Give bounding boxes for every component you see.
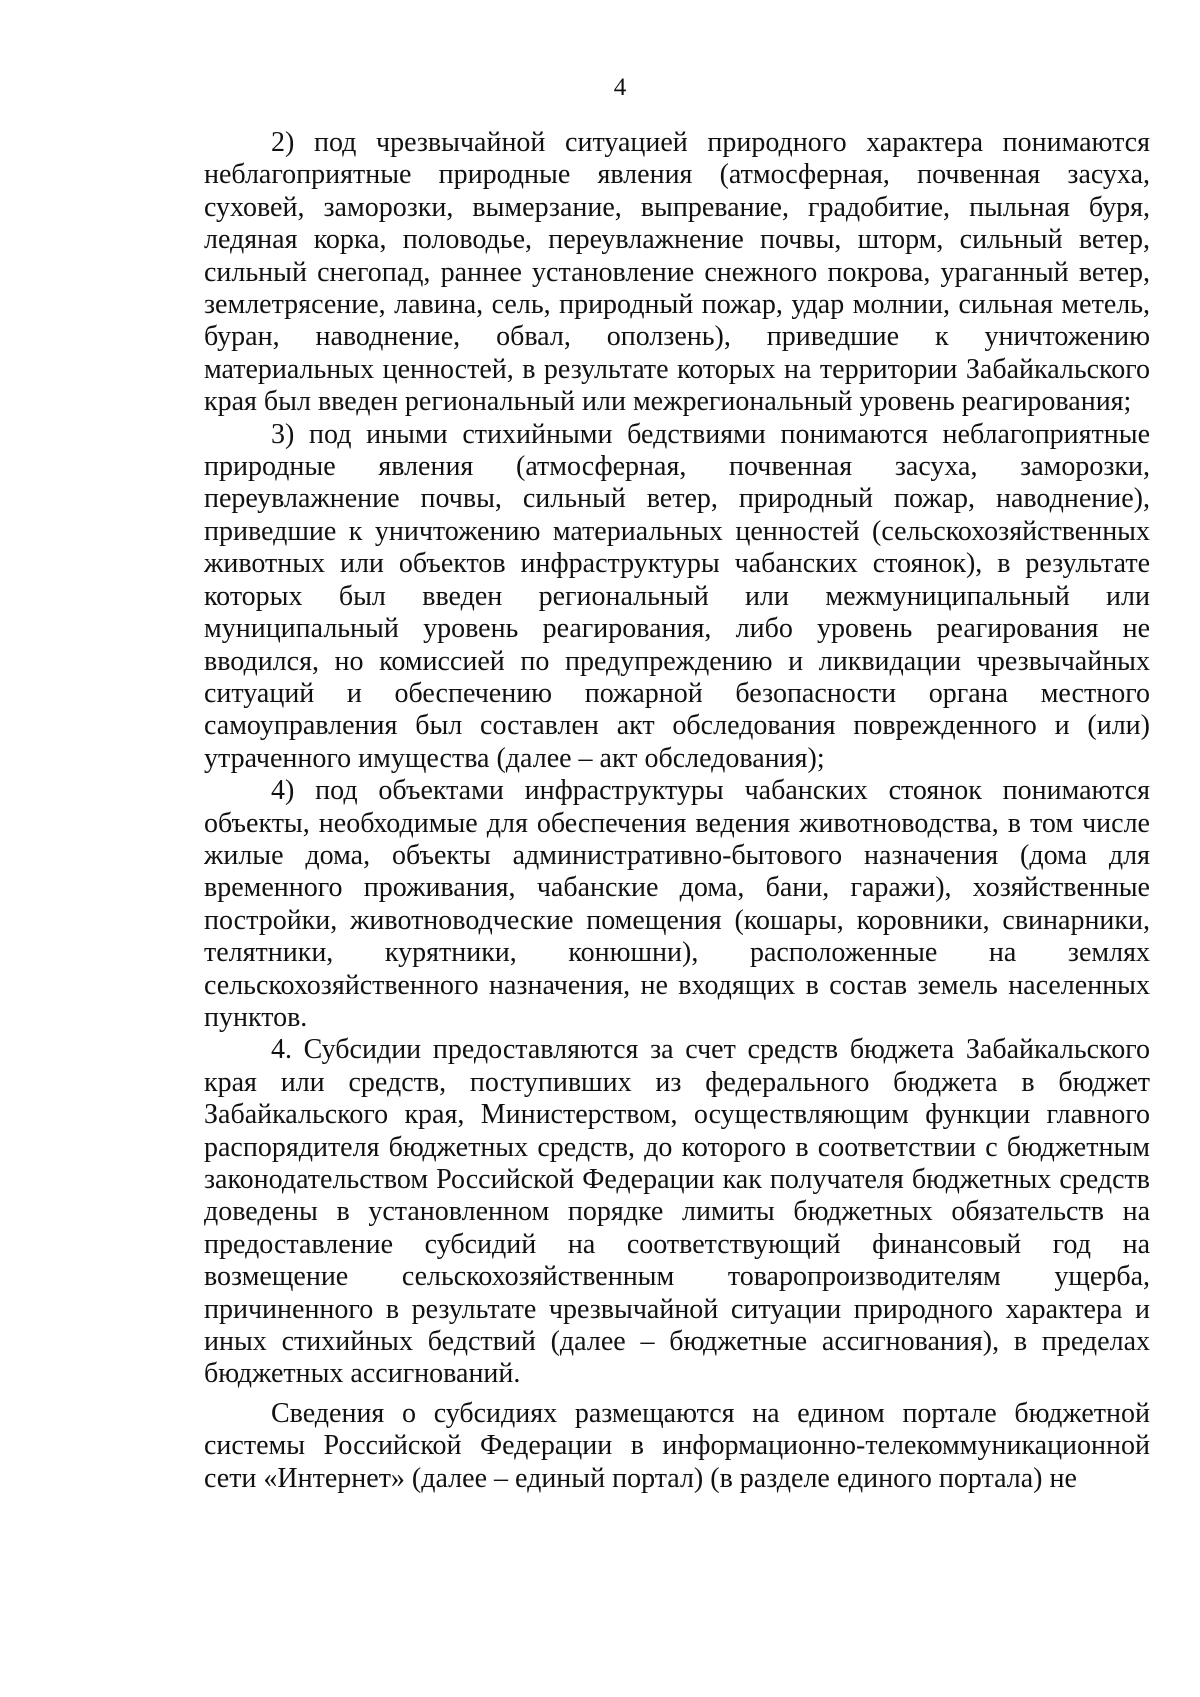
paragraph-subsidy-funding: 4. Субсидии предоставляются за счет средств бюджета Забайкальского края или средств, поступивших из федерального бюджета в бюджет Забайкальского края, Министерством, осуществляющим функции главного распорядителя бюджетных средств, до которого в соответствии с бюджетным законодательством Российской Федерации как получателя бюджетных средств доведены в установленном порядке лимиты бюджетных обязательств на предоставление субсидий на соответствующий финансовый год на возмещение сельскохозяйственным товаропроизводителям ущерба, причиненного в результате чрезвычайной ситуации природного характера и иных стихийных бедствий (далее – бюджетные ассигнования), в пределах бюджетных ассигнований. <box>204 1034 1150 1390</box>
paragraph-infrastructure-objects: 4) под объектами инфраструктуры чабанских стоянок понимаются объекты, необходимые для обеспечения ведения животноводства, в том числе жилые дома, объекты административно-бытового назначения (дома для временного проживания, чабанские дома, бани, гаражи), хозяйственные постройки, животноводческие помещения (кошары, коровники, свинарники, телятники, курятники, конюшни), расположенные на землях сельскохозяйственного назначения, не входящих в состав земель населенных пунктов. <box>204 775 1150 1033</box>
paragraph-natural-emergency: 2) под чрезвычайной ситуацией природного характера понимаются неблагоприятные природные явления (атмосферная, почвенная засуха, суховей, заморозки, вымерзание, выпревание, градобитие, пыльная буря, ледяная корка, половодье, переувлажнение почвы, шторм, сильный ветер, сильный снегопад, раннее установление снежного покрова, ураганный ветер, землетрясение, лавина, сель, природный пожар, удар молнии, сильная метель, буран, наводнение, обвал, оползень), приведшие к уничтожению материальных ценностей, в результате которых на территории Забайкальского края был введен региональный или межрегиональный уровень реагирования; <box>204 127 1150 418</box>
page-number: 4 <box>613 74 627 101</box>
paragraph-other-disasters: 3) под иными стихийными бедствиями понимаются неблагоприятные природные явления (атмосферная, почвенная засуха, заморозки, переувлажнение почвы, сильный ветер, природный пожар, наводнение), приведшие к уничтожению материальных ценностей (сельскохозяйственных животных или объектов инфраструктуры чабанских стоянок), в результате которых был введен региональный или межмуниципальный или муниципальный уровень реагирования, либо уровень реагирования не вводился, но комиссией по предупреждению и ликвидации чрезвычайных ситуаций и обеспечению пожарной безопасности органа местного самоуправления был составлен акт обследования поврежденного и (или) утраченного имущества (далее – акт обследования); <box>204 418 1150 774</box>
paragraph-subsidy-information: Сведения о субсидиях размещаются на едином портале бюджетной системы Российской Федерации в информационно-телекоммуникационной сети «Интернет» (далее – единый портал) (в разделе единого портала) не <box>204 1397 1150 1494</box>
document-body <box>204 127 1150 1495</box>
